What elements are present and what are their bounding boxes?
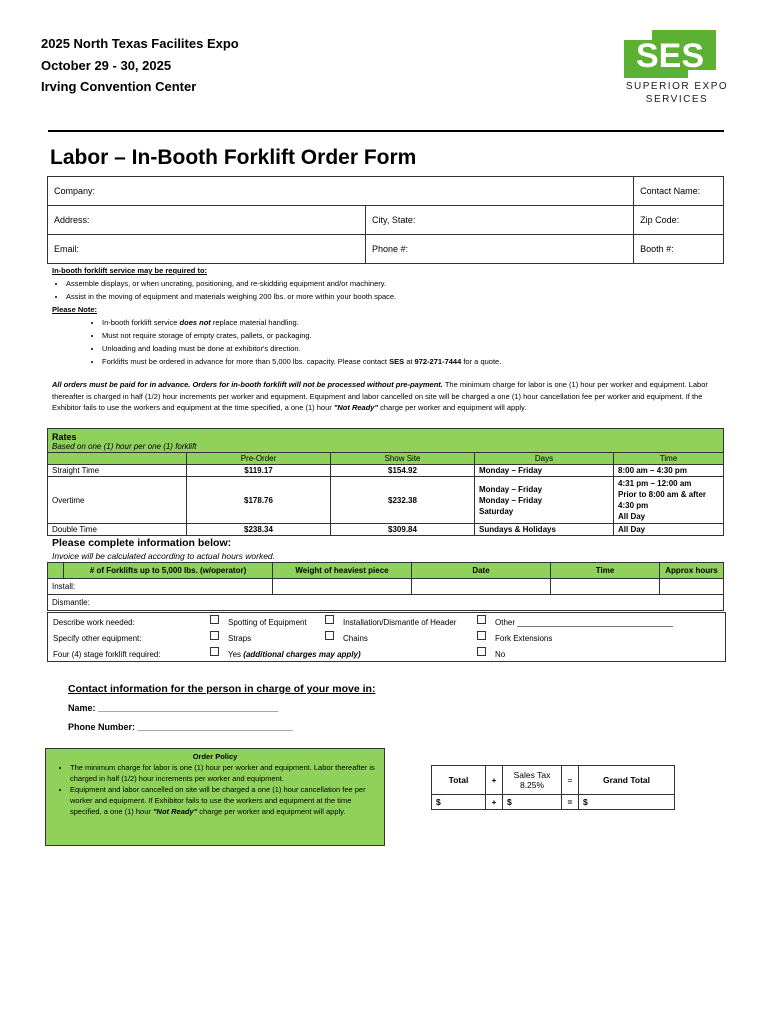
- no-label: No: [495, 650, 506, 659]
- install-weight-cell[interactable]: [273, 579, 412, 595]
- contact-phone-line[interactable]: Phone Number: _______________________________: [68, 722, 293, 732]
- logo-caption: [612, 80, 742, 106]
- col-time: Time: [551, 563, 660, 579]
- spotting-checkbox[interactable]: [210, 615, 219, 624]
- sales-tax-label: Sales Tax 8.25%: [503, 766, 562, 795]
- contact-name-field[interactable]: Contact Name:: [634, 177, 724, 206]
- plus-sign: +: [486, 795, 503, 810]
- address-field[interactable]: Address:: [48, 206, 366, 235]
- straps-checkbox[interactable]: [210, 631, 219, 640]
- totals-table: [431, 765, 675, 810]
- install-label: Install:: [48, 579, 273, 595]
- company-field[interactable]: Company:: [48, 177, 634, 206]
- please-note-heading: Please Note:: [52, 305, 98, 314]
- total-value[interactable]: $: [432, 795, 486, 810]
- equals-sign: =: [562, 766, 579, 795]
- rates-title: Rates: [52, 432, 77, 442]
- contact-name-line[interactable]: Name: ____________________________________: [68, 703, 279, 713]
- event-dates: October 29 - 30, 2025: [41, 58, 172, 73]
- options-box: [47, 612, 726, 662]
- event-name: 2025 North Texas Facilites Expo: [41, 36, 239, 51]
- describe-label: Describe work needed:: [53, 618, 135, 627]
- email-field[interactable]: Email:: [48, 235, 366, 264]
- policy-item: • Equipment and labor cancelled on site will be charged a one (1) hour cancellation fee per worker and equipment. If Exhibitor fails to use the workers and equipment at the time specified, a one (1) hour "Not Ready" charge per worker and equipment will apply.: [70, 784, 376, 817]
- notes-item: • Assist in the moving of equipment and materials weighing 200 lbs. or more within your booth space.: [66, 290, 722, 303]
- chains-label: Chains: [343, 634, 368, 643]
- col-preorder: Pre-Order: [187, 453, 331, 465]
- grand-total-label: Grand Total: [579, 766, 675, 795]
- request-table: [47, 562, 724, 611]
- note-item: • Must not require storage of empty crates, pallets, or packaging.: [102, 329, 722, 342]
- no-checkbox[interactable]: [477, 647, 486, 656]
- col-time: Time: [614, 453, 724, 465]
- fork-ext-label: Fork Extensions: [495, 634, 553, 643]
- col-forklifts: # of Forklifts up to 5,000 lbs. (w/operator): [64, 563, 273, 579]
- equals-sign: =: [562, 795, 579, 810]
- ses-logo: [618, 26, 722, 80]
- note-item: • In-booth forklift service does not replace material handling.: [102, 316, 722, 329]
- logo-letters: SES: [635, 37, 705, 75]
- table-row: Double Time $238.34 $309.84 Sundays & Holidays All Day: [48, 524, 724, 536]
- col-days: Days: [475, 453, 614, 465]
- yes-checkbox[interactable]: [210, 647, 219, 656]
- install-row: [48, 579, 724, 595]
- phone-field[interactable]: Phone #:: [366, 235, 634, 264]
- table-row: Overtime $178.76 $232.38 Monday – Friday Monday – Friday Saturday 4:31 pm – 12:00 am Prior to 8:00 am & after 4:30 pm All Day: [48, 477, 724, 524]
- col-showsite: Show Site: [331, 453, 475, 465]
- logo-line2: SERVICES: [645, 94, 709, 105]
- install-date-cell[interactable]: [412, 579, 551, 595]
- other-checkbox[interactable]: [477, 615, 486, 624]
- contact-heading: Contact information for the person in charge of your move in:: [68, 683, 376, 695]
- note-item: • Unloading and loading must be done at exhibitor's direction.: [102, 342, 722, 355]
- spotting-label: Spotting of Equipment: [228, 618, 307, 627]
- other-label[interactable]: Other ___________________________________: [495, 618, 673, 627]
- chains-checkbox[interactable]: [325, 631, 334, 640]
- event-venue: Irving Convention Center: [41, 79, 197, 94]
- rates-header: [48, 429, 724, 453]
- policy-item: • The minimum charge for labor is one (1) hour per worker and equipment. Labor thereafter is charged in half (1/2) hour increments per worker and equipment.: [70, 762, 376, 784]
- dismantle-row: [48, 595, 724, 611]
- page-title: Labor – In-Booth Forklift Order Form: [50, 146, 417, 169]
- note-item: • Forklifts must be ordered in advance for more than 5,000 lbs. capacity. Please contact SES at 972-271-7444 for a quote.: [102, 355, 722, 368]
- tax-value[interactable]: $: [503, 795, 562, 810]
- install-dismantle-checkbox[interactable]: [325, 615, 334, 624]
- policy-title: Order Policy: [192, 752, 238, 761]
- dismantle-label[interactable]: Dismantle:: [48, 595, 724, 611]
- total-label: Total: [432, 766, 486, 795]
- rates-table: [47, 428, 724, 536]
- booth-field[interactable]: Booth #:: [634, 235, 724, 264]
- notes-heading: In-booth forklift service may be required to:: [52, 266, 208, 275]
- header-rule: [48, 130, 724, 132]
- grand-total-value[interactable]: $: [579, 795, 675, 810]
- specify-label: Specify other equipment:: [53, 634, 142, 643]
- install-time-cell[interactable]: [551, 579, 660, 595]
- rates-subtitle: Based on one (1) hour per one (1) forklift: [52, 442, 197, 451]
- straps-label: Straps: [228, 634, 252, 643]
- company-info-table: [47, 176, 724, 264]
- request-subtitle: Invoice will be calculated according to actual hours worked.: [52, 551, 276, 561]
- col-hours: Approx hours: [660, 563, 724, 579]
- install-dismantle-label: Installation/Dismantle of Header: [343, 618, 457, 627]
- col-weight: Weight of heaviest piece: [273, 563, 412, 579]
- notes-item: • Assemble displays, or when uncrating, positioning, and re-skidding equipment and/or machinery.: [66, 277, 722, 290]
- zip-field[interactable]: Zip Code:: [634, 206, 724, 235]
- plus-sign: +: [486, 766, 503, 795]
- install-hours-cell[interactable]: [660, 579, 724, 595]
- fork-ext-checkbox[interactable]: [477, 631, 486, 640]
- col-date: Date: [412, 563, 551, 579]
- yes-label: Yes (additional charges may apply): [228, 650, 361, 659]
- city-state-field[interactable]: City, State:: [366, 206, 634, 235]
- service-notes: [52, 264, 722, 368]
- logo-line1: SUPERIOR EXPO: [625, 81, 729, 92]
- payment-terms: All orders must be paid for in advance. Orders for in-booth forklift will not be processed without pre-payment. The minimum charge for labor is one (1) hour per worker and equipment. Labor thereafter is charged in half (1/2) hour increments per worker and equipment. Equipment and labor cancelled on site will be charged a one (1) hour cancellation fee per worker and equipment. If the Exhibitor fails to use the workers and equipment at the time specified, a one (1) hour "Not Ready" charge per worker and equipment will apply.: [52, 380, 708, 412]
- four-stage-label: Four (4) stage forklift required:: [53, 650, 161, 659]
- request-title: Please complete information below:: [52, 537, 232, 549]
- table-row: Straight Time $119.17 $154.92 Monday – Friday 8:00 am – 4:30 pm: [48, 465, 724, 477]
- order-policy: [45, 748, 385, 846]
